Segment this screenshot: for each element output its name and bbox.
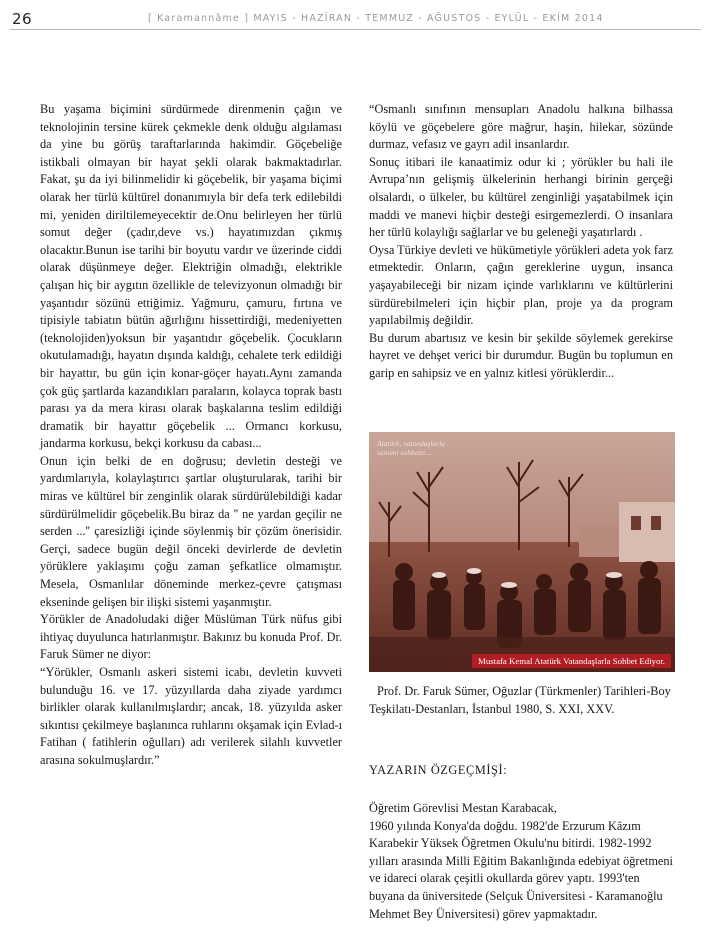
- inset-line: samimi sohbette...: [377, 448, 432, 457]
- paragraph: Sonuç itibari ile kanaatimiz odur ki ; yörükler bu hali ile Avrupa’nın gelişmiş ülkelerinin herhangi birinin gerçeği olsalardı, o ülkeler, bu kültürel zenginliği yaşatabilmek için maddi ve manevi hiçbir desteği esirgemezlerdi. O insanlara her türlü kolaylığı sağlarlar ve bu geleneği yaşatırlardı .: [369, 154, 673, 240]
- quote-paragraph: “Osmanlı sınıfının mensupları Anadolu halkına bilhassa köylü ve göçebelere göre mağrur, haşin, hilekar, sözünde durmaz, vefasız ve gayrı adil insanlardır.: [369, 102, 673, 152]
- author-bio: [369, 800, 675, 923]
- paragraph: Bu yaşama biçimini sürdürmede direnmenin çağın ve teknolojinin tersine kürek çekmekle denk olduğu algılaması da yine bu görüş taraftarlarında hakimdir. Göçebeliğe istikbali olmayan bir hayat şekli olarak bakmaktadırlar. Fakat, şu da iyi bilinmelidir ki göçebelik, bir yaşama biçimi olarak her türlü kültürel donanımıyla bir defa terk edilebildi mi, yeniden diriltilemeyecektir de.Onu belirleyen her türlü somut değer (çadır,deve vs.) hayatımızdan çıkmış olacaktır.Bunun ise tarihi bir boyutu vardır ve üzerinde ciddi olarak düşünmeye değer. Elektriğin olmadığı, elektrikle çalışan hiç bir aygıtın özellikle de televizyonun olmadığı bir yaşantıdır sözünü ettiğimiz. Yağmuru, çamuru, fırtına ve tipisiyle tabiatın bütün ağırlığını hissettirdiği, medeniyetten (teknolojiden)yoksun bir yaşantıdır göçebelik. Çocukların okutulamadığı, hayatın dışında kaldığı, cehalete terk edildiği bir hayattır, bu gün için konar-göçer hayatı.Aynı zamanda çok güç şartlarda kazandıkları paraların, kolayca toprak bastı parası ya da mera kirası olarak başkalarına teslim edildiği dramatik bir hayattır göçebelik ... Ormancı korkusu, jandarma korkusu, bekçi korkusu da cabası...: [40, 102, 342, 451]
- paragraph: Oysa Türkiye devleti ve hükümetiyle yörükleri adeta yok farz etmektedir. Onların, çağın gereklerine uygun, insanca yaşayabileceği bir nizam içinde varlıklarını ve kültürlerini sürdürebilmeleri için hiçbir plan, proje ya da program yapılabilmiş değildir.: [369, 242, 673, 328]
- bio-heading: YAZARIN ÖZGEÇMİŞİ:: [369, 763, 508, 777]
- inset-line: Atatürk, vatandaşlarla: [377, 439, 445, 448]
- photo-inset-text: [377, 439, 445, 457]
- right-column: [369, 101, 673, 383]
- running-head: [ Karamannâme ] MAYIS - HAZİRAN - TEMMUZ - AĞUSTOS - EYLÜL - EKİM 2014: [148, 13, 604, 24]
- quote-paragraph: “Yörükler, Osmanlı askeri sistemi icabı, devletin kuvveti bulunduğu 16. ve 17. yüzyıllarda daha ziyade yardımcı birlikler olarak kullanılmışlardır; ancak, 18. yüzyılda asker sıkıntısı çekilmeye başlanınca ruhlarını okşamak için Evlad-ı Fatihan ( fatihlerin oğulları) adı verilerek silahlı kuvvetler arasına sokulmuşlardır.”: [40, 665, 342, 767]
- left-column: [40, 101, 342, 770]
- header-rule: [10, 29, 701, 30]
- bio-line: 1960 yılında Konya'da doğdu. 1982'de Erzurum Kâzım Karabekir Yüksek Öğretmen Okulu'nu bitirdi. 1982-1992 yılları arasında Milli Eğitim Bakanlığında edebiyat öğretmeni ve idareci olarak çeşitli okullarda görev yaptı. 1993'ten buyana da üniversitede (Selçuk Üniversitesi - Karamanoğlu Mehmet Bey Üniversitesi) görev yapmaktadır.: [369, 818, 673, 921]
- paragraph: Yörükler de Anadoludaki diğer Müslüman Türk nüfus gibi ihtiyaç duyulunca hatırlanmıştır. Bakınız bu konuda Prof. Dr. Faruk Sümer ne diyor:: [40, 612, 342, 662]
- photo-caption: Mustafa Kemal Atatürk Vatandaşlarla Sohbet Ediyor.: [472, 654, 671, 668]
- page-number: 26: [12, 10, 33, 28]
- paragraph: Onun için belki de en doğrusu; devletin desteği ve yardımlarıyla, kolaylaştırıcı şartlar oluşturularak, tarihi bir miras ve kültürel bir zenginlik olarak sürdürülebildiği kadar sürdürülmelidir göçebelik.Bu biraz da '' ne yardan geçilir ne serden ...'' çaresizliği içinde söylenmiş bir çözüm önerisidir. Gerçi, sadece bugün değil önceki devirlerde de devletin yörüklere yaklaşımı çoğu zaman şefkatlice olmamıştır. Mesela, Osmanlılar döneminde merkez-çevre çatışması ekseninde gelişen bir ilişki sistemi yaşanmıştır.: [40, 453, 342, 609]
- bio-line: Öğretim Görevlisi Mestan Karabacak,: [369, 801, 557, 815]
- photo-illustration: [369, 432, 675, 672]
- paragraph: Bu durum abartısız ve kesin bir şekilde söylemek gerekirse hayret ve dehşet verici bir durumdur. Bugün bu toplumun en garip en sahipsiz ve en yalnız kitlesi yörüklerdir...: [369, 330, 673, 380]
- footnote: [369, 683, 675, 718]
- footnote-text: Prof. Dr. Faruk Sümer, Oğuzlar (Türkmenler) Tarihleri-Boy Teşkilatı-Destanları, İstanbul 1980, S. XXI, XXV.: [369, 684, 671, 716]
- historical-photo: [369, 432, 675, 672]
